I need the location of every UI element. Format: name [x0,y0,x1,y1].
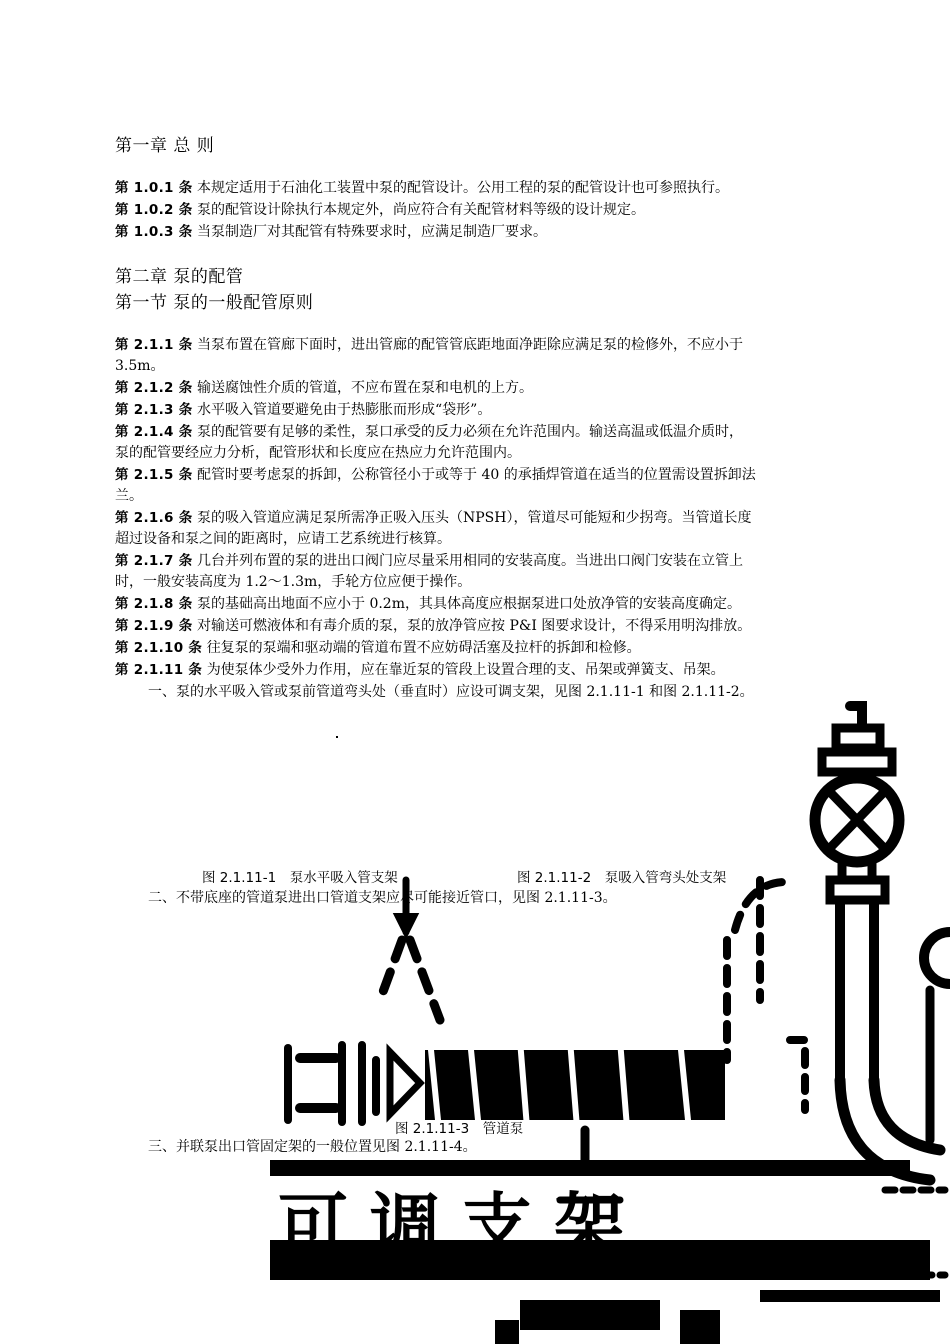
clause-number: 第 2.1.1 条 [115,337,193,353]
chapter-2-title: 第二章 泵的配管 [115,267,244,287]
clause-number: 第 1.0.1 条 [115,180,193,196]
clause-number: 第 2.1.8 条 [115,596,193,612]
clause-number: 第 2.1.3 条 [115,402,193,418]
clause-text: 几台并列布置的泵的进出口阀门应尽量采用相同的安装高度。当进出口阀门安装在立管上 [197,553,743,569]
clause-text: 配管时要考虑泵的拆卸，公称管径小于或等于 40 的承插焊管道在适当的位置需设置拆卸法 [197,467,756,483]
figure-2-1-11-2-caption: 图 2.1.11-2 泵吸入管弯头处支架 [517,870,727,886]
clause-text: 泵的配管要有足够的柔性，泵口承受的反力必须在允许范围内。输送高温或低温介质时， [197,424,743,440]
clause-text: 泵的配管设计除执行本规定外，尚应符合有关配管材料等级的设计规定。 [197,202,645,218]
clause-text: 输送腐蚀性介质的管道，不应布置在泵和电机的上方。 [197,380,533,396]
sub-item-3: 三、并联泵出口管固定架的一般位置见图 2.1.11-4。 [148,1139,477,1155]
clause-text: 水平吸入管道要避免由于热膨胀而形成“袋形”。 [197,402,492,418]
clause-text: 为使泵体少受外力作用，应在靠近泵的管段上设置合理的支、吊架或弹簧支、吊架。 [206,662,725,678]
clause-2-1-1-cont: 3.5m。 [115,358,165,374]
clause-number: 第 2.1.7 条 [115,553,193,569]
clause-number: 第 1.0.2 条 [115,202,193,218]
figure-2-1-11-3-caption: 图 2.1.11-3 管道泵 [395,1121,524,1137]
clause-text: 当泵制造厂对其配管有特殊要求时，应满足制造厂要求。 [197,224,547,240]
section-1-title: 第一节 泵的一般配管原则 [115,293,314,313]
clause-number: 第 2.1.4 条 [115,424,193,440]
clause-number: 第 2.1.5 条 [115,467,193,483]
pump-suction-elbow-figure [727,706,950,1275]
clause-2-1-4-cont: 泵的配管要经应力分析，配管形状和长度应在热应力允许范围内。 [115,445,521,461]
clause-2-1-6-cont: 超过设备和泵之间的距离时，应请工艺系统进行核算。 [115,531,451,547]
sub-item-2: 二、不带底座的管道泵进出口管道支架应尽可能接近管口，见图 2.1.11-3。 [148,890,617,906]
clause-2-1-5-cont: 兰。 [115,488,143,504]
clause-text: 对输送可燃液体和有毒介质的泵，泵的放净管应按 P&I 图要求设计，不得采用明沟排放。 [197,618,752,634]
clause-number: 第 2.1.9 条 [115,618,193,634]
clause-number: 第 2.1.2 条 [115,380,193,396]
clause-text: 泵的基础高出地面不应小于 0.2m，其具体高度应根据泵进口处放净管的安装高度确定。 [197,596,741,612]
clause-text: 往复泵的泵端和驱动端的管道布置不应妨碍活塞及拉杆的拆卸和检修。 [206,640,641,656]
clause-text: 本规定适用于石油化工装置中泵的配管设计。公用工程的泵的配管设计也可参照执行。 [197,180,729,196]
clause-text: 泵的吸入管道应满足泵所需净正吸入压头（NPSH），管道尽可能短和少拐弯。当管道长度 [197,510,752,526]
clause-number: 第 1.0.3 条 [115,224,193,240]
clause-text: 当泵布置在管廊下面时，进出管廊的配管管底距地面净距除应满足泵的检修外，不应小于 [197,337,743,353]
clause-2-1-7-cont: 时，一般安装高度为 1.2～1.3m，手轮方位应便于操作。 [115,574,472,590]
clause-number: 第 2.1.11 条 [115,662,203,678]
sub-item-1: 一、泵的水平吸入管或泵前管道弯头处（垂直时）应设可调支架，见图 2.1.11-1 和图 2.1.11-2。 [148,684,754,700]
figure-2-1-11-1-caption: 图 2.1.11-1 泵水平吸入管支架 [202,870,398,886]
clause-number: 第 2.1.10 条 [115,640,203,656]
chapter-1-title: 第一章 总 则 [115,136,215,156]
clause-number: 第 2.1.6 条 [115,510,193,526]
scanned-figure-text: 可调支架 [278,1184,646,1267]
